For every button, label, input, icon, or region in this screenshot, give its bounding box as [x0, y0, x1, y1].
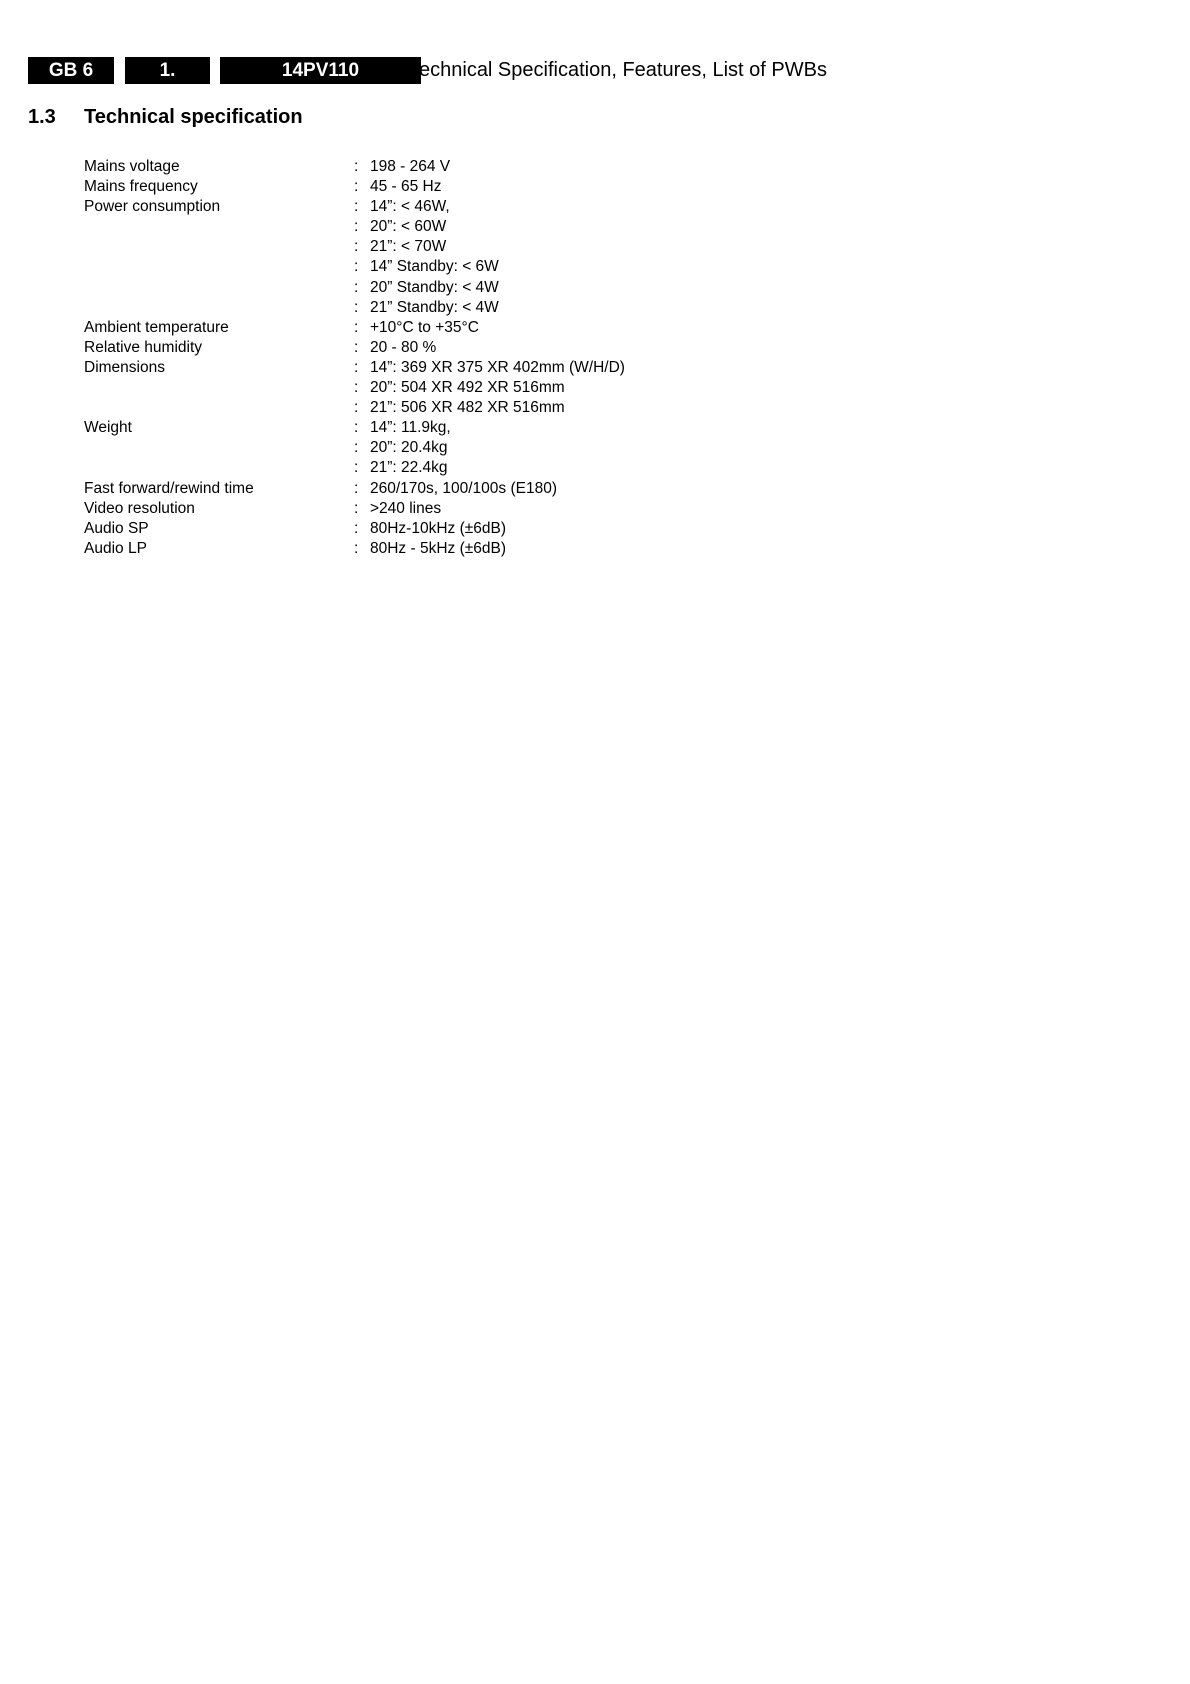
spec-value: 260/170s, 100/100s (E180): [370, 479, 557, 497]
spec-label: Mains voltage: [84, 158, 180, 175]
section-code-badge: GB 6: [28, 57, 114, 84]
spec-colon: :: [354, 358, 359, 376]
spec-colon: :: [354, 519, 359, 537]
spec-colon: :: [354, 399, 359, 417]
spec-value: +10°C to +35°C: [370, 318, 479, 336]
spec-colon: :: [354, 278, 359, 296]
spec-label: Video resolution: [84, 499, 195, 517]
spec-colon: :: [354, 459, 359, 477]
spec-value: 45 - 65 Hz: [370, 178, 442, 196]
spec-label: Audio LP: [84, 539, 147, 557]
spec-value: 14”: 369 XR 375 XR 402mm (W/H/D): [370, 358, 625, 376]
spec-label: Power consumption: [84, 198, 221, 216]
spec-colon: :: [354, 539, 359, 557]
spec-label: Relative humidity: [84, 338, 203, 356]
spec-value: 14” Standby: < 6W: [370, 258, 499, 276]
spec-colon: :: [354, 218, 359, 236]
spec-colon: :: [354, 439, 359, 457]
spec-colon: :: [354, 379, 359, 397]
spec-colon: :: [354, 258, 359, 276]
chapter-badge: 1.: [125, 57, 210, 84]
spec-value: 14”: < 46W,: [370, 198, 450, 216]
spec-label: Weight: [84, 419, 132, 437]
spec-colon: :: [354, 318, 359, 336]
spec-colon: :: [354, 158, 359, 175]
spec-colon: :: [354, 238, 359, 256]
spec-label: Audio SP: [84, 519, 149, 537]
spec-label: Ambient temperature: [84, 318, 229, 336]
spec-value: 20” Standby: < 4W: [370, 278, 499, 296]
spec-value: 21”: < 70W: [370, 238, 447, 256]
spec-colon: :: [354, 499, 359, 517]
section-title: Technical specification: [84, 106, 303, 128]
spec-label: Fast forward/rewind time: [84, 479, 254, 497]
spec-value: 21” Standby: < 4W: [370, 298, 499, 316]
spec-value: 20”: 504 XR 492 XR 516mm: [370, 379, 565, 397]
spec-colon: :: [354, 178, 359, 196]
spec-value: 198 - 264 V: [370, 158, 451, 175]
section-number: 1.3: [28, 106, 56, 128]
spec-colon: :: [354, 298, 359, 316]
spec-colon: :: [354, 479, 359, 497]
spec-value: 80Hz-10kHz (±6dB): [370, 519, 506, 537]
spec-value: 14”: 11.9kg,: [370, 419, 451, 437]
spec-value: 20”: 20.4kg: [370, 439, 448, 457]
header-title: Technical Specification, Features, List of PWBs: [409, 59, 827, 81]
spec-label: Mains frequency: [84, 178, 198, 196]
spec-value: 20”: < 60W: [370, 218, 447, 236]
page-header: [28, 57, 928, 84]
spec-colon: :: [354, 198, 359, 216]
spec-value: 21”: 22.4kg: [370, 459, 448, 477]
spec-value: 20 - 80 %: [370, 338, 437, 356]
spec-label: Dimensions: [84, 358, 165, 376]
spec-value: 21”: 506 XR 482 XR 516mm: [370, 399, 565, 417]
spec-value: 80Hz - 5kHz (±6dB): [370, 539, 506, 557]
spec-value: >240 lines: [370, 499, 442, 517]
spec-colon: :: [354, 419, 359, 437]
spec-colon: :: [354, 338, 359, 356]
model-badge: 14PV110: [220, 57, 421, 84]
